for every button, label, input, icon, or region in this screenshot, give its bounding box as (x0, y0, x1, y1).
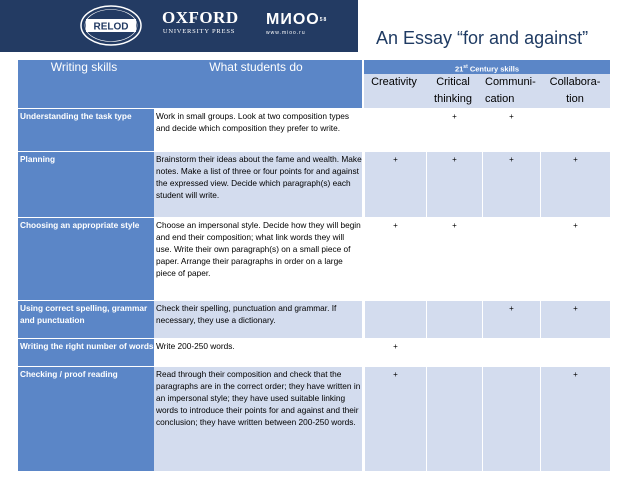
skill-mark: + (364, 338, 426, 366)
subheader-critical-thinking: Critical thinking (434, 76, 472, 105)
skill-mark (364, 108, 426, 151)
skill-mark: + (426, 151, 482, 217)
skill-mark (364, 300, 426, 338)
mioo-logo-sup: 58 (319, 17, 328, 23)
header-21st-suffix: Century skills (467, 64, 520, 74)
header-21st-century-skills (364, 60, 610, 74)
relod-logo (79, 4, 143, 47)
row-divider (18, 108, 610, 109)
skill-label: Understanding the task type (18, 108, 154, 151)
skill-mark (482, 366, 540, 471)
skill-mark: + (426, 217, 482, 300)
subheader-communication: Communi-cation (485, 76, 536, 105)
subheader-blank-skill (18, 74, 150, 108)
subheader-blank-what (150, 74, 362, 108)
skill-description: Read through their composition and check that the paragraphs are in the correct order; they have written in an impersonal style; they have used suitable linking words to introduce their points for and against and their conclusion; they have written between 200-250 words. (154, 366, 362, 471)
skill-mark (426, 338, 482, 366)
skill-label: Checking / proof reading (18, 366, 154, 471)
skill-mark: + (426, 108, 482, 151)
skill-label: Planning (18, 151, 154, 217)
row-divider (18, 366, 610, 367)
skill-mark: + (482, 300, 540, 338)
skill-description: Write 200-250 words. (154, 338, 362, 366)
skill-mark (426, 300, 482, 338)
row-divider (18, 151, 610, 152)
skill-mark (540, 108, 610, 151)
header-21st-number: 21 (454, 64, 464, 74)
row-divider (18, 338, 610, 339)
row-divider (18, 300, 610, 301)
skill-mark: + (364, 217, 426, 300)
skill-mark (426, 366, 482, 471)
skill-description: Brainstorm their ideas about the fame and wealth. Make notes. Make a list of three or four points for and against the expressed view. Decide which paragraph(s) each student will write. (154, 151, 362, 217)
skill-mark: + (364, 151, 426, 217)
skill-mark (482, 217, 540, 300)
oxford-logo (162, 8, 239, 36)
skill-mark: + (540, 151, 610, 217)
skill-mark (482, 338, 540, 366)
skill-mark: + (540, 300, 610, 338)
header-banner (0, 0, 358, 52)
skill-mark: + (540, 366, 610, 471)
oxford-logo-text: OXFORD (162, 8, 239, 27)
skill-description: Choose an impersonal style. Decide how they will begin and end their composition; what link words they will use. Write their own paragraph(s) on a small piece of paper. Arrange their paragraphs in order on a large piece of paper. (154, 217, 362, 300)
skill-mark: + (540, 217, 610, 300)
skill-mark (540, 338, 610, 366)
skill-mark: + (364, 366, 426, 471)
header-what-students-do: What students do (150, 60, 362, 74)
header-21st-sup: st (463, 64, 468, 70)
mioo-logo-text: МИОО (266, 11, 320, 28)
skill-label: Choosing an appropriate style (18, 217, 154, 300)
skill-description: Check their spelling, punctuation and grammar. If necessary, they use a dictionary. (154, 300, 362, 338)
skill-mark: + (482, 108, 540, 151)
skill-label: Writing the right number of words (18, 338, 154, 366)
relod-logo-text: RELOD (93, 21, 129, 33)
page-title: An Essay “for and against” (376, 28, 589, 48)
header-writing-skills: Writing skills (18, 60, 150, 74)
subheader-collaboration: Collabora-tion (549, 76, 601, 105)
mioo-logo (266, 10, 327, 36)
row-divider (18, 217, 610, 218)
skill-description: Work in small groups. Look at two composition types and decide which composition they prefer to write. (154, 108, 362, 151)
skill-mark: + (482, 151, 540, 217)
oxford-logo-subtext: UNIVERSITY PRESS (162, 28, 236, 35)
skill-label: Using correct spelling, grammar and punctuation (18, 300, 154, 338)
mioo-logo-url: www.mioo.ru (266, 30, 306, 36)
subheader-creativity: Creativity (371, 76, 417, 88)
